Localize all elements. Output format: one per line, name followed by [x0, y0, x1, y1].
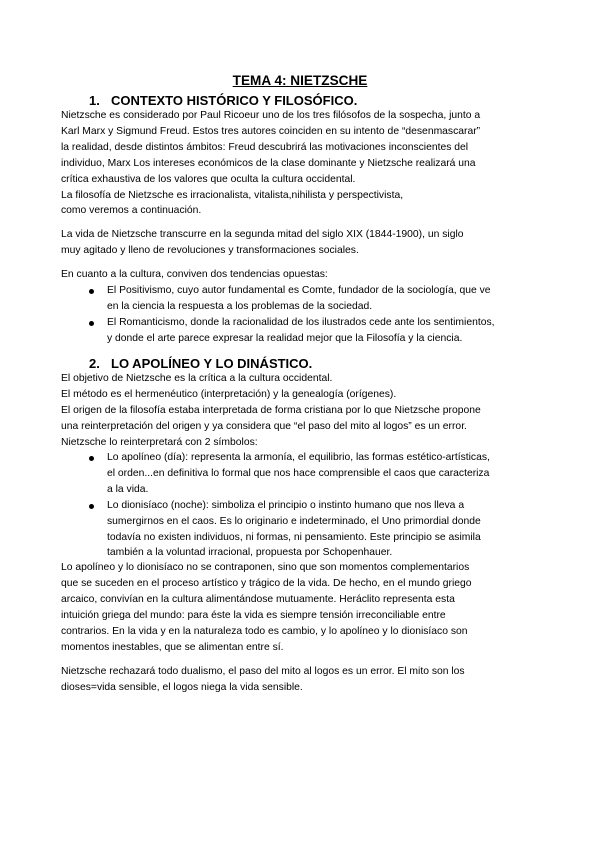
- section-1-heading: [89, 93, 357, 109]
- text-line: El Positivismo, cuyo autor fundamental es Comte, fundador de la sociología, que ve: [107, 285, 491, 296]
- text-line: La vida de Nietzsche transcurre en la segunda mitad del siglo XIX (1844-1900), un siglo: [61, 229, 464, 240]
- text-line: y donde el arte parece expresar la realidad mejor que la Filosofía y la ciencia.: [107, 332, 463, 344]
- text-line: Nietzsche rechazará todo dualismo, el paso del mito al logos es un error. El mito son los: [61, 666, 465, 677]
- bullet-icon: [89, 289, 94, 294]
- text-line: muy agitado y lleno de revoluciones y transformaciones sociales.: [61, 244, 359, 256]
- text-line: contrarios. En la vida y en la naturaleza todo es cambio, y lo apolíneo y lo dionisíaco son: [61, 625, 468, 637]
- text-line: la realidad, desde distintos ámbitos: Freud descubrirá las motivaciones inconscientes del: [61, 141, 469, 153]
- text-line: a la vida.: [107, 483, 149, 495]
- text-line: Lo dionisíaco (noche): simboliza el principio o instinto humano que nos lleva a: [107, 499, 465, 511]
- section-1-number: 1.: [89, 93, 100, 108]
- text-line: Karl Marx y Sigmund Freud. Estos tres autores coinciden en su intento de “desenmascarar”: [61, 125, 481, 137]
- text-line: también a la voluntad irracional, propuesta por Schopenhauer.: [107, 547, 393, 559]
- text-line: arcaico, convivían en la cultura alimentándose mutuamente. Heráclito representa esta: [61, 593, 455, 605]
- text-line: dioses=vida sensible, el logos niega la vida sensible.: [61, 681, 303, 693]
- text-line: individuo, Marx Los intereses económicos de la clase dominante y Nietzsche realizará una: [61, 157, 476, 169]
- list-item: [0, 498, 490, 562]
- text-line: como veremos a continuación.: [61, 205, 202, 217]
- section-2-paragraph-2: [61, 664, 541, 696]
- list-item: [0, 315, 495, 347]
- section-2-bullet-list: [0, 450, 490, 561]
- text-line: El Romanticismo, donde la racionalidad de los ilustrados cede ante los sentimientos,: [107, 316, 495, 328]
- text-line: La filosofía de Nietzsche es irracionalista, vitalista,nihilista y perspectivista,: [61, 189, 404, 201]
- text-line: El método es el hermenéutico (interpretación) y la genealogía (orígenes).: [61, 388, 397, 400]
- section-1-title: CONTEXTO HISTÓRICO Y FILOSÓFICO.: [111, 93, 358, 108]
- text-line: Nietzsche lo reinterpretará con 2 símbolos:: [61, 436, 258, 448]
- section-1-intro: [61, 108, 541, 219]
- text-line: momentos inestables, que se alimentan entre sí.: [61, 641, 284, 653]
- bullet-icon: [89, 456, 94, 461]
- section-1-context: [61, 227, 541, 259]
- list-item: [0, 450, 490, 498]
- list-item: [0, 283, 495, 315]
- section-2-paragraph-1: [61, 560, 541, 655]
- section-2-intro: [61, 371, 541, 451]
- section-1-culture-line: En cuanto a la cultura, conviven dos tendencias opuestas:: [61, 269, 328, 280]
- section-2-title: LO APOLÍNEO Y LO DINÁSTICO.: [111, 356, 313, 371]
- text-line: sumergirnos en el caos. Es lo originario e indeterminado, el Uno primordial donde: [107, 515, 481, 527]
- text-line: Lo apolíneo (día): representa la armonía, el equilibrio, las formas estético-artísticas,: [107, 452, 490, 463]
- page-title: TEMA 4: NIETZSCHE: [232, 73, 368, 88]
- bullet-icon: [89, 504, 94, 509]
- text-line: todavía no existen individuos, ni formas, ni pensamiento. Este principio se asimila: [107, 531, 481, 543]
- text-line: Lo apolíneo y lo dionisíaco no se contraponen, sino que son momentos complementarios: [61, 562, 470, 573]
- text-line: el orden...en definitiva lo formal que nos hace comprensible el caos que caracteriza: [107, 467, 490, 479]
- section-2-number: 2.: [89, 356, 100, 371]
- text-line: El objetivo de Nietzsche es la crítica a la cultura occidental.: [61, 373, 333, 384]
- section-1-bullet-list: [0, 283, 495, 347]
- text-line: en la ciencia la respuesta a los problemas de la sociedad.: [107, 300, 373, 312]
- section-2-heading: [89, 356, 312, 372]
- text-line: El origen de la filosofía estaba interpretada de forma cristiana por lo que Nietzsche propone: [61, 404, 481, 416]
- text-line: una reinterpretación del origen y ya considera que “el paso del mito al logos” es un error.: [61, 420, 467, 432]
- text-line: Nietzsche es considerado por Paul Ricoeur uno de los tres filósofos de la sospecha, junto a: [61, 110, 481, 121]
- text-line: crítica exhaustiva de los valores que oculta la cultura occidental.: [61, 173, 356, 185]
- text-line: intuición griega del mundo: para éste la vida es siempre tensión irreconciliable entre: [61, 609, 446, 621]
- text-line: que se suceden en el proceso artístico y trágico de la vida. De hecho, en el mundo griego: [61, 577, 472, 589]
- bullet-icon: [89, 321, 94, 326]
